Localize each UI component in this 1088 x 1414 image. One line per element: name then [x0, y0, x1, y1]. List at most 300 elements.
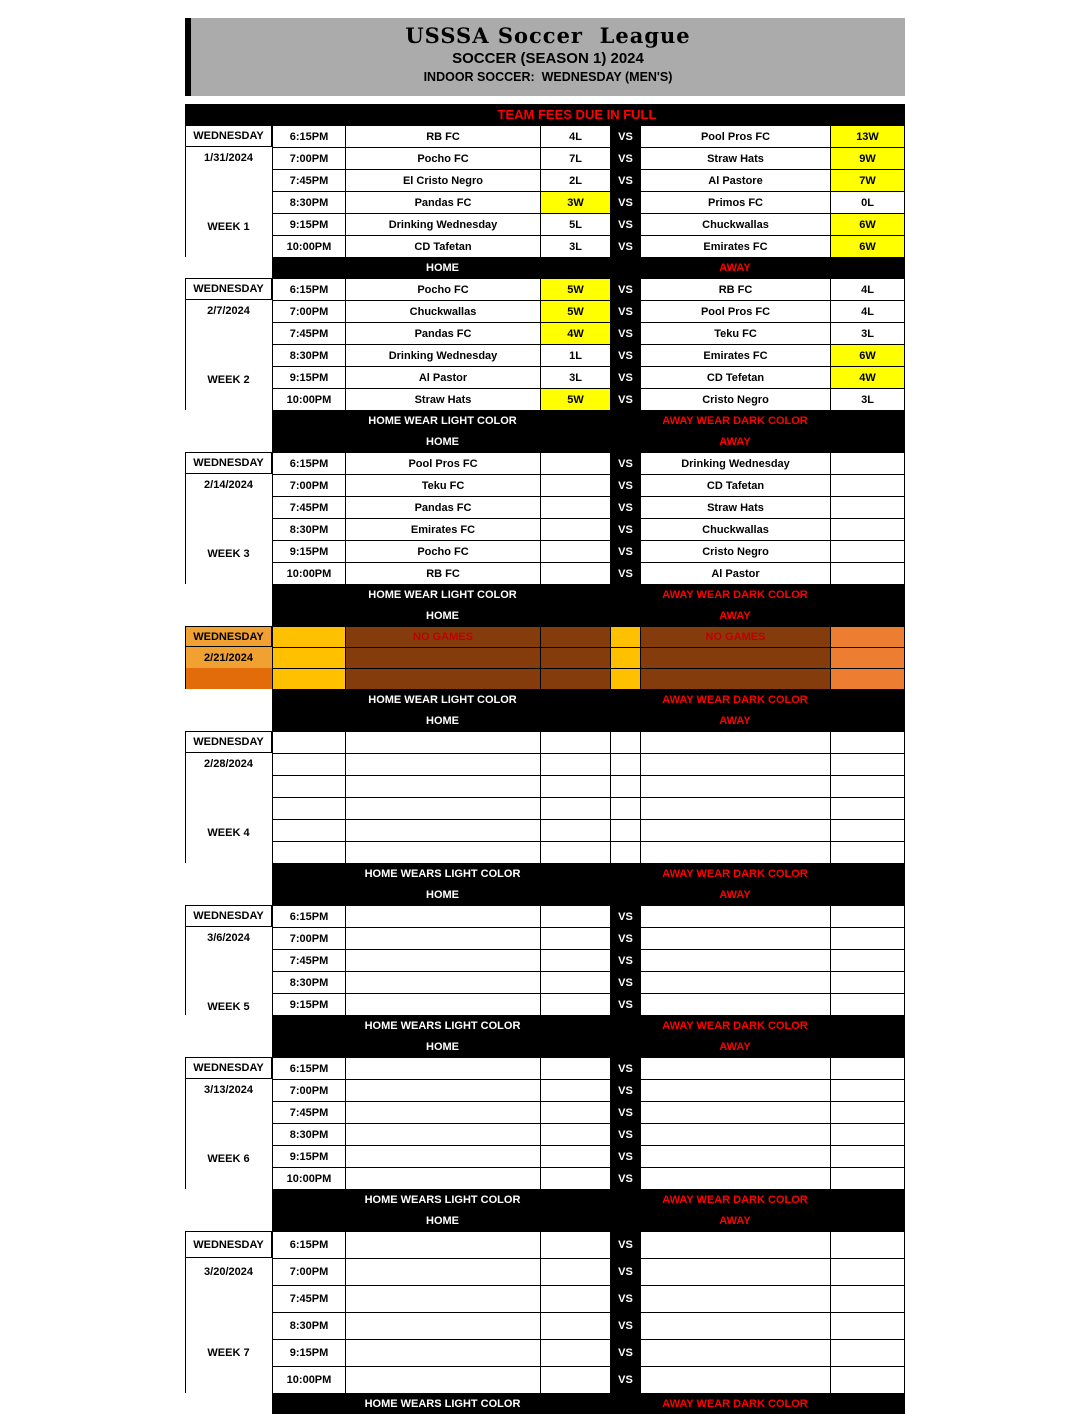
banner-home-label: HOME WEARS LIGHT COLOR	[364, 867, 521, 880]
week-main-column	[272, 731, 905, 905]
week-main-column	[272, 626, 905, 731]
home-score-cell: 4W	[540, 322, 610, 344]
week-label-column	[185, 125, 272, 278]
banner-spacer	[540, 1036, 610, 1057]
home-team-cell: Pocho FC	[345, 147, 540, 169]
week-label-column	[185, 452, 272, 626]
time-cell	[272, 775, 345, 797]
banner-away-label: AWAY	[719, 1214, 751, 1227]
home-score-cell: 5W	[540, 300, 610, 322]
no-games-home-cell	[345, 668, 540, 689]
home-score-cell	[540, 841, 610, 863]
no-games-vs-cell	[610, 668, 640, 689]
away-score-cell	[830, 1167, 905, 1189]
no-games-vs-cell	[610, 647, 640, 668]
date-cell: 2/21/2024	[185, 647, 272, 668]
time-cell	[272, 753, 345, 775]
home-team-cell: Pandas FC	[345, 191, 540, 213]
away-score-cell	[830, 841, 905, 863]
banner-row	[272, 1393, 905, 1414]
home-team-cell	[345, 775, 540, 797]
away-score-cell	[830, 753, 905, 775]
vs-cell: VS	[610, 344, 640, 366]
banner-away-label: AWAY WEAR DARK COLOR	[662, 588, 808, 601]
week-number-cell: WEEK 4	[207, 827, 250, 839]
week-main-column	[272, 452, 905, 626]
time-cell: 6:15PM	[272, 452, 345, 474]
away-team-cell	[640, 731, 830, 753]
home-team-cell	[345, 927, 540, 949]
away-score-cell	[830, 905, 905, 927]
away-score-cell	[830, 1285, 905, 1312]
vs-cell: VS	[610, 1339, 640, 1366]
vs-cell: VS	[610, 1079, 640, 1101]
vs-cell: VS	[610, 1285, 640, 1312]
home-team-cell	[345, 1258, 540, 1285]
banner-spacer	[830, 605, 905, 626]
game-row	[272, 993, 905, 1015]
banner-home-label: HOME	[426, 1214, 459, 1227]
home-score-cell	[540, 819, 610, 841]
away-team-cell	[640, 819, 830, 841]
home-score-cell	[540, 474, 610, 496]
away-score-cell	[830, 1312, 905, 1339]
time-cell: 9:15PM	[272, 993, 345, 1015]
banner-row	[272, 863, 905, 884]
banner-spacer	[272, 1210, 345, 1231]
away-score-cell: 13W	[830, 125, 905, 147]
time-cell: 6:15PM	[272, 1057, 345, 1079]
vs-cell: VS	[610, 388, 640, 410]
away-score-cell	[830, 452, 905, 474]
home-score-cell	[540, 753, 610, 775]
banner-home-label: HOME WEAR LIGHT COLOR	[368, 414, 517, 427]
home-team-cell	[345, 1339, 540, 1366]
banner-spacer	[610, 584, 640, 605]
home-score-cell: 5W	[540, 278, 610, 300]
banner-row	[272, 410, 905, 431]
fees-notice-bar	[185, 104, 905, 125]
game-row	[272, 753, 905, 775]
game-row	[272, 300, 905, 322]
away-team-cell	[640, 1167, 830, 1189]
banner-away-label: AWAY WEAR DARK COLOR	[662, 867, 808, 880]
banner-home-label: HOME WEARS LIGHT COLOR	[364, 1193, 521, 1206]
banner-away-label: AWAY WEAR DARK COLOR	[662, 414, 808, 427]
banner-spacer	[540, 884, 610, 905]
home-score-cell: 3L	[540, 235, 610, 257]
vs-cell: VS	[610, 322, 640, 344]
vs-empty-cell	[610, 753, 640, 775]
time-cell: 7:45PM	[272, 322, 345, 344]
time-cell: 7:00PM	[272, 300, 345, 322]
vs-cell: VS	[610, 300, 640, 322]
game-row	[272, 949, 905, 971]
banner-spacer	[272, 584, 345, 605]
season-subtitle: SOCCER (SEASON 1) 2024	[452, 50, 644, 67]
away-team-cell: Emirates FC	[640, 344, 830, 366]
vs-cell: VS	[610, 147, 640, 169]
game-row	[272, 927, 905, 949]
home-team-cell	[345, 1079, 540, 1101]
time-cell: 8:30PM	[272, 344, 345, 366]
away-team-cell: Straw Hats	[640, 496, 830, 518]
away-team-cell: Drinking Wednesday	[640, 452, 830, 474]
banner-away-label: AWAY	[719, 609, 751, 622]
week-block	[185, 731, 905, 905]
home-team-cell	[345, 1167, 540, 1189]
banner-spacer	[540, 431, 610, 452]
vs-cell: VS	[610, 496, 640, 518]
away-team-cell: Pool Pros FC	[640, 300, 830, 322]
week-number-cell: WEEK 5	[207, 1001, 250, 1013]
away-team-cell	[640, 1231, 830, 1258]
home-score-cell	[540, 1057, 610, 1079]
week-label-column	[185, 1057, 272, 1231]
away-score-cell: 4W	[830, 366, 905, 388]
home-team-cell	[345, 1123, 540, 1145]
game-row	[272, 1258, 905, 1285]
away-score-cell	[830, 1057, 905, 1079]
away-team-cell: Pool Pros FC	[640, 125, 830, 147]
date-cell: 2/28/2024	[204, 758, 253, 770]
away-team-cell	[640, 1101, 830, 1123]
schedule-sheet	[185, 18, 905, 1414]
banner-spacer	[830, 257, 905, 278]
vs-cell: VS	[610, 474, 640, 496]
away-score-cell	[830, 1123, 905, 1145]
home-team-cell: Chuckwallas	[345, 300, 540, 322]
away-score-cell	[830, 1258, 905, 1285]
banner-home-label: HOME	[426, 888, 459, 901]
home-team-cell: Al Pastor	[345, 366, 540, 388]
banner-spacer	[272, 1036, 345, 1057]
time-cell: 8:30PM	[272, 191, 345, 213]
weekday-cell: WEDNESDAY	[186, 452, 272, 474]
banner-home-label: HOME	[426, 435, 459, 448]
home-score-cell	[540, 993, 610, 1015]
game-row	[272, 169, 905, 191]
away-team-cell	[640, 775, 830, 797]
vs-cell: VS	[610, 235, 640, 257]
game-row	[272, 562, 905, 584]
home-score-cell: 4L	[540, 125, 610, 147]
week-main-column	[272, 278, 905, 452]
no-games-date-fill	[185, 668, 272, 689]
away-score-cell	[830, 797, 905, 819]
game-row	[272, 125, 905, 147]
away-score-cell	[830, 1366, 905, 1393]
away-score-cell: 9W	[830, 147, 905, 169]
time-cell: 6:15PM	[272, 905, 345, 927]
away-team-cell	[640, 993, 830, 1015]
away-score-cell: 0L	[830, 191, 905, 213]
home-score-cell	[540, 949, 610, 971]
home-team-cell: RB FC	[345, 562, 540, 584]
banner-row	[272, 884, 905, 905]
date-cell: 1/31/2024	[204, 152, 253, 164]
away-score-cell	[830, 540, 905, 562]
home-team-cell	[345, 1312, 540, 1339]
home-team-cell	[345, 971, 540, 993]
home-score-cell	[540, 518, 610, 540]
fees-notice-text: TEAM FEES DUE IN FULL	[497, 107, 657, 122]
banner-spacer	[540, 1189, 610, 1210]
no-games-away-cell	[640, 647, 830, 668]
banner-spacer	[610, 1393, 640, 1414]
banner-spacer	[540, 257, 610, 278]
home-score-cell	[540, 562, 610, 584]
home-team-cell	[345, 1145, 540, 1167]
away-score-cell	[830, 1231, 905, 1258]
home-score-cell: 5L	[540, 213, 610, 235]
time-cell: 6:15PM	[272, 125, 345, 147]
banner-spacer	[272, 1015, 345, 1036]
vs-cell: VS	[610, 125, 640, 147]
away-score-cell	[830, 1079, 905, 1101]
home-score-cell	[540, 496, 610, 518]
home-score-cell	[540, 540, 610, 562]
banner-home-label: HOME WEARS LIGHT COLOR	[364, 1019, 521, 1032]
home-score-cell	[540, 1079, 610, 1101]
banner-away-label: AWAY	[719, 1040, 751, 1053]
no-games-away-cell	[640, 668, 830, 689]
home-score-cell	[540, 927, 610, 949]
time-cell: 10:00PM	[272, 1167, 345, 1189]
vs-cell: VS	[610, 169, 640, 191]
away-score-cell: 6W	[830, 344, 905, 366]
banner-spacer	[272, 410, 345, 431]
vs-cell: VS	[610, 927, 640, 949]
date-cell: 3/20/2024	[204, 1265, 253, 1278]
away-score-cell	[830, 971, 905, 993]
vs-cell: VS	[610, 278, 640, 300]
home-score-cell	[540, 1285, 610, 1312]
home-team-cell	[345, 1101, 540, 1123]
banner-spacer	[272, 863, 345, 884]
banner-spacer	[830, 1015, 905, 1036]
vs-cell: VS	[610, 1101, 640, 1123]
game-row	[272, 1167, 905, 1189]
banner-row	[272, 584, 905, 605]
banner-spacer	[610, 1189, 640, 1210]
away-team-cell	[640, 797, 830, 819]
game-row	[272, 971, 905, 993]
away-score-cell: 4L	[830, 278, 905, 300]
home-score-cell	[540, 905, 610, 927]
league-title: USSSA Soccer League	[405, 23, 691, 48]
away-score-cell	[830, 1145, 905, 1167]
away-team-cell	[640, 1339, 830, 1366]
away-team-cell: CD Tafetan	[640, 474, 830, 496]
away-team-cell	[640, 1285, 830, 1312]
game-row	[272, 496, 905, 518]
away-team-cell	[640, 753, 830, 775]
away-team-cell: CD Tefetan	[640, 366, 830, 388]
away-score-cell: 3L	[830, 388, 905, 410]
time-cell	[272, 797, 345, 819]
home-team-cell	[345, 753, 540, 775]
banner-spacer	[540, 689, 610, 710]
game-row	[272, 1101, 905, 1123]
home-team-cell	[345, 1285, 540, 1312]
no-games-block	[185, 626, 905, 731]
no-games-time-cell	[272, 647, 345, 668]
time-cell: 7:00PM	[272, 1258, 345, 1285]
banner-spacer	[272, 1393, 345, 1414]
game-row	[272, 452, 905, 474]
home-team-cell	[345, 797, 540, 819]
away-team-cell: Al Pastor	[640, 562, 830, 584]
week-label-column	[185, 731, 272, 905]
away-score-cell	[830, 518, 905, 540]
banner-home-label: HOME	[426, 261, 459, 274]
away-team-cell: Teku FC	[640, 322, 830, 344]
game-row	[272, 731, 905, 753]
banner-spacer	[272, 884, 345, 905]
vs-cell: VS	[610, 971, 640, 993]
game-row	[272, 518, 905, 540]
weekday-cell: WEDNESDAY	[186, 1057, 272, 1079]
home-team-cell: CD Tafetan	[345, 235, 540, 257]
vs-cell: VS	[610, 1123, 640, 1145]
time-cell: 7:45PM	[272, 1101, 345, 1123]
home-score-cell	[540, 1167, 610, 1189]
banner-row	[272, 431, 905, 452]
division-subtitle: INDOOR SOCCER: WEDNESDAY (MEN'S)	[423, 70, 673, 84]
no-games-row	[272, 668, 905, 689]
banner-away-label: AWAY	[719, 435, 751, 448]
game-row	[272, 797, 905, 819]
weekday-cell: WEDNESDAY	[186, 125, 272, 147]
no-games-vs-cell	[610, 626, 640, 647]
time-cell: 7:00PM	[272, 1079, 345, 1101]
away-team-cell: Primos FC	[640, 191, 830, 213]
home-team-cell	[345, 731, 540, 753]
banner-spacer	[610, 1015, 640, 1036]
banner-row	[272, 1210, 905, 1231]
date-cell: 3/13/2024	[204, 1084, 253, 1096]
time-cell: 10:00PM	[272, 1366, 345, 1393]
no-games-home-cell	[345, 647, 540, 668]
week-number-cell: WEEK 7	[207, 1347, 250, 1359]
game-row	[272, 474, 905, 496]
label-column-border	[185, 1231, 186, 1393]
banner-spacer	[610, 431, 640, 452]
banner-spacer	[540, 1210, 610, 1231]
away-score-cell	[830, 1339, 905, 1366]
home-team-cell: Pocho FC	[345, 278, 540, 300]
home-score-cell	[540, 775, 610, 797]
no-games-home-score-cell	[540, 626, 610, 647]
week-main-column	[272, 1231, 905, 1414]
away-team-cell: RB FC	[640, 278, 830, 300]
time-cell: 7:45PM	[272, 169, 345, 191]
banner-spacer	[830, 884, 905, 905]
week-block	[185, 278, 905, 452]
away-team-cell	[640, 1123, 830, 1145]
home-team-cell: El Cristo Negro	[345, 169, 540, 191]
sheet-header	[185, 18, 905, 96]
week-block	[185, 1057, 905, 1231]
game-row	[272, 235, 905, 257]
vs-cell: VS	[610, 1057, 640, 1079]
banner-spacer	[830, 689, 905, 710]
home-score-cell	[540, 1231, 610, 1258]
no-games-away-score-cell	[830, 668, 905, 689]
no-games-away-cell: NO GAMES	[640, 626, 830, 647]
weekday-cell: WEDNESDAY	[186, 905, 272, 927]
banner-spacer	[830, 710, 905, 731]
no-games-time-cell	[272, 626, 345, 647]
away-team-cell	[640, 1366, 830, 1393]
banner-spacer	[610, 1210, 640, 1231]
date-cell: 3/6/2024	[207, 932, 250, 944]
game-row	[272, 322, 905, 344]
game-row	[272, 819, 905, 841]
schedule-blocks	[185, 125, 905, 1414]
away-team-cell	[640, 949, 830, 971]
away-team-cell	[640, 1258, 830, 1285]
home-team-cell: RB FC	[345, 125, 540, 147]
banner-spacer	[830, 1210, 905, 1231]
vs-cell: VS	[610, 1258, 640, 1285]
game-row	[272, 213, 905, 235]
week-label-column	[185, 278, 272, 452]
home-team-cell	[345, 841, 540, 863]
no-games-home-cell: NO GAMES	[345, 626, 540, 647]
home-score-cell: 3L	[540, 366, 610, 388]
home-team-cell	[345, 993, 540, 1015]
weekday-cell: WEDNESDAY	[186, 1231, 272, 1258]
game-row	[272, 1145, 905, 1167]
away-score-cell: 6W	[830, 235, 905, 257]
time-cell: 9:15PM	[272, 1145, 345, 1167]
away-team-cell: Al Pastore	[640, 169, 830, 191]
banner-away-label: AWAY	[719, 888, 751, 901]
home-score-cell	[540, 1366, 610, 1393]
vs-cell: VS	[610, 213, 640, 235]
banner-away-label: AWAY	[719, 714, 751, 727]
time-cell: 8:30PM	[272, 1312, 345, 1339]
banner-spacer	[540, 605, 610, 626]
time-cell: 7:45PM	[272, 496, 345, 518]
banner-home-label: HOME WEAR LIGHT COLOR	[368, 588, 517, 601]
week-block	[185, 905, 905, 1057]
away-team-cell: Cristo Negro	[640, 388, 830, 410]
home-score-cell	[540, 1101, 610, 1123]
away-team-cell	[640, 1145, 830, 1167]
banner-spacer	[830, 1036, 905, 1057]
vs-cell: VS	[610, 949, 640, 971]
away-score-cell	[830, 949, 905, 971]
banner-home-label: HOME WEAR LIGHT COLOR	[368, 693, 517, 706]
date-cell: 2/7/2024	[207, 305, 250, 317]
game-row	[272, 147, 905, 169]
home-score-cell	[540, 452, 610, 474]
banner-spacer	[830, 1393, 905, 1414]
time-cell: 8:30PM	[272, 971, 345, 993]
away-team-cell: Straw Hats	[640, 147, 830, 169]
no-games-away-score-cell	[830, 647, 905, 668]
time-cell	[272, 819, 345, 841]
away-team-cell	[640, 1312, 830, 1339]
time-cell: 9:15PM	[272, 213, 345, 235]
away-score-cell	[830, 731, 905, 753]
time-cell: 7:45PM	[272, 1285, 345, 1312]
vs-cell: VS	[610, 518, 640, 540]
away-team-cell: Emirates FC	[640, 235, 830, 257]
